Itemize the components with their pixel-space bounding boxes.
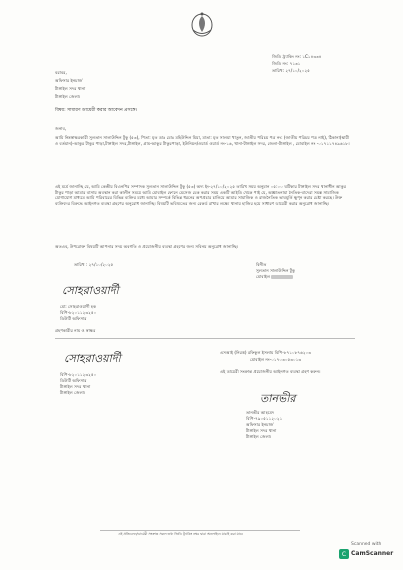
body-paragraph-3: অতএব, উপরোক্ত বিষয়টি আপনার সদয় অবগতি ও প্রয়োজনীয় ব্যবস্থা গ্রহণের জন্য সবিনয় অনুরোধ জানাচ্ছি।	[55, 244, 239, 249]
duty-officer-signature: সোহরাওয়ার্দী	[64, 352, 121, 365]
duty-officer-station: টাঙ্গাইল সদর থানা	[60, 384, 91, 389]
footer-note: এই প্রতিবেদন/ডায়েরী সংক্রান্ত সকল তথ্য জিডি ট্র্যাকিং নম্বর দ্বারা অনলাইনে যাচাই করা যাবে	[118, 532, 243, 536]
section-divider	[55, 338, 355, 339]
addressee-line-3: টাঙ্গাইল সদর থানা	[55, 86, 86, 91]
receiving-officer-signature: সোহরাওয়ার্দী	[62, 284, 119, 297]
oc-signature: তানভীর	[260, 392, 296, 405]
oc-instruction: এই ডায়েরী সংক্রান্ত প্রয়োজনীয় আইনগত ব্যবস্থা গ্রহণ করুন।	[220, 369, 321, 374]
government-emblem-icon	[187, 10, 217, 38]
received-caption: গ্রহণকারীর নাম ও স্বাক্ষর	[55, 328, 96, 333]
oc-title: অফিসার ইনচার্জ	[246, 422, 274, 427]
assigned-officer: এসআই (নিরস্ত্র) রফিকুল ইসলাম বিপি-৮৭১০৮৭৬২০৩	[220, 350, 311, 355]
gd-date: তারিখ: ২৭/১০/২০২৫	[272, 68, 310, 73]
receiving-officer-bp: বিপি-৮২০১১২৩২৫০	[60, 310, 97, 315]
assigned-officer-mobile: মোবাইল নং-০১৭০৩০৫৩০১৩	[250, 357, 302, 362]
oc-bp: বিপি-৭৯০৫১১২০২১	[246, 416, 283, 421]
oc-station: টাঙ্গাইল সদর থানা	[246, 428, 277, 433]
camscanner-watermark	[337, 542, 397, 564]
addressee-line-4: টাঙ্গাইল জেলা।	[55, 94, 81, 99]
closing-word: বিনীত	[256, 262, 267, 267]
receiving-officer-name: মো: সোহরাওয়ার্দী হক	[60, 304, 96, 309]
duty-officer-title: ডিউটি অফিসার	[60, 378, 87, 383]
body-paragraph-1: আমি নিম্নস্বাক্ষরকারী সুলতান সালাউদ্দিন টুকু (৫৩), পিতা: মৃত ডাঃ মোঃ মহিউদ্দিন মিয়া, মাতা: মৃত সালমা খাতুন, জাতীয় পরিচয় পত্র নং: (জাতীয় পরিচয় পত্র নাই), ঠিকানা(স্থায়ী ও বর্তমান)-আকুর টাকুর পাড়া,টাঙ্গাইল সদর,টাঙ্গাইল, গ্রাম-আকুর টাকুরপাড়া, ইউনিয়ন/ওয়ার্ড ওয়ার্ড নং-১৬, থানা-টাঙ্গাইল সদর, জেলা-টাঙ্গাইল , মোবাইল নং -০১৭১১৭৪৯৬১৮।	[55, 135, 350, 146]
body-paragraph-2: এই মর্মে জানাচ্ছি যে, আমি কেন্দ্রীয় বিএনপির সম্পাদক সুলতান সালাউদ্দিন টুকু (৫৩) অদ্য ইং-২৭/১০/২০২৫ তারিখ সময় অনুমান ০৫:০০ ঘটিকার টাঙ্গাইল সদর থানাধীন আকুর টাকুর পাড়া আমার বাসায় অবস্থান করা কালীন সময়ে আমি মোবাইল ফোনে মেসেজ চেক করার সময় একটি আইডি থেকে পাই যে, অজ্ঞাতনামা নৈতিক-বাদেরা সমস্ত সামাজিক যোগাযোগ মাধ্যমে আমি পরিবারের বিভিন্ন ব্যক্তির মধ্যে আমার সম্পর্কে বিভিন্ন ধরনের অপপ্রচার চালিয়ে আমার সামাজিক ও রাজনৈতিক ভাবমূর্তি ক্ষুণ্ন করার চেষ্টা করছে। উক্ত ব্যক্তিদের বিরুদ্ধে আইনগত ব্যবস্থা গ্রহণের অনুরোধ জানাচ্ছি। বিষয়টি ভবিষ্যতের জন্য রেকর্ড রাখার লক্ষ্যে থানায় হাজির হয়ে সাধারণ ডায়েরী করার অনুরোধ জানাচ্ছি।	[55, 184, 347, 206]
oc-name: তানভীর আহমেদ	[246, 410, 275, 415]
duty-officer-bp: বিপি-৮২০১১২৩২৫০	[60, 372, 97, 377]
gd-tracking-number: জিডি ট্র্যাকিং নং: ১C১৪৩৩৪	[272, 54, 322, 59]
watermark-line-1: Scanned with	[351, 542, 382, 547]
duty-officer-district: টাঙ্গাইল জেলা।	[60, 390, 86, 395]
addressee-line-1: বরাবর,	[55, 70, 67, 75]
footer-divider	[100, 530, 300, 531]
gd-number: জিডি নং: ৭১৩১	[272, 61, 301, 66]
watermark-line-2: CamScanner	[351, 550, 394, 557]
addressee-line-2: অফিসার ইনচার্জ	[55, 78, 83, 83]
receiving-officer-title: ডিউটি অফিসার	[60, 316, 87, 321]
redacted-mobile	[271, 275, 293, 279]
salutation: জনাব,	[55, 126, 67, 131]
oc-district: টাঙ্গাইল জেলা।	[246, 434, 272, 439]
applicant-name: সুলতান সালাউদ্দিন টুকু	[256, 268, 295, 273]
applicant-mobile-label: মোবাইল	[256, 274, 271, 279]
applicant-mobile	[256, 274, 293, 279]
svg-text:C: C	[341, 551, 347, 559]
camscanner-logo-icon	[339, 549, 349, 559]
subject-line: বিষয়: সাধারণ ডায়েরী করার আবেদন প্রসঙ্গে।	[55, 108, 138, 113]
application-date: তারিখ : ২৭/১০/২০২৫	[74, 262, 114, 267]
